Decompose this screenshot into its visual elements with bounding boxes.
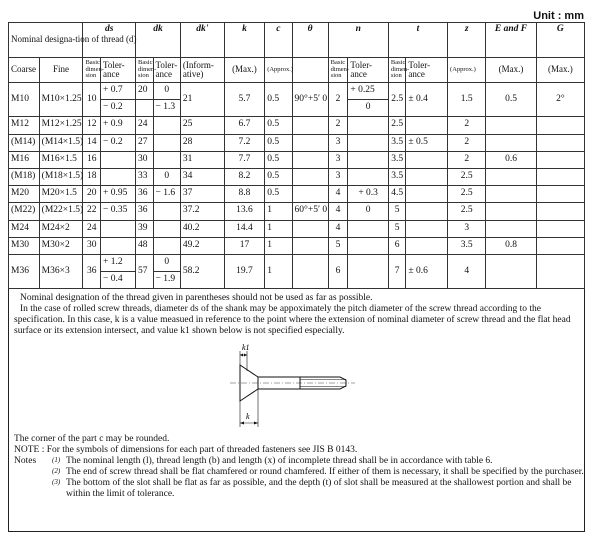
row-k: 7.2	[224, 134, 265, 151]
row-t-tolerance: ± 0.5	[406, 134, 448, 151]
row-t: 4.5	[388, 186, 406, 203]
row-g	[536, 134, 584, 151]
row-g	[536, 220, 584, 237]
row-dk: 33	[136, 168, 154, 185]
row-fine: (M22×1.5)	[39, 203, 83, 220]
row-k: 7.7	[224, 151, 265, 168]
screw-figure	[220, 343, 370, 433]
row-ds: 36	[83, 254, 101, 288]
row-n-tolerance	[348, 237, 389, 254]
footnote-1-text: The nominal length (l), thread length (b) and length (x) of incomplete thread shall be in accordance with table 6.	[66, 455, 493, 466]
row-dk-prime: 37.2	[180, 203, 224, 220]
row-fine: M30×2	[39, 237, 83, 254]
row-g	[536, 237, 584, 254]
row-z: 2	[448, 134, 486, 151]
row-dk-tolerance	[153, 117, 180, 134]
row-coarse: M20	[9, 186, 40, 203]
row-theta	[292, 254, 328, 288]
row-n-tolerance-lower: 0	[348, 100, 389, 117]
row-t-tolerance: ± 0.4	[406, 83, 448, 117]
row-z: 4	[448, 254, 486, 288]
row-ds: 12	[83, 117, 101, 134]
row-ds: 22	[83, 203, 101, 220]
row-n: 2	[328, 117, 348, 134]
footnote-3	[14, 478, 584, 500]
row-dk: 36	[136, 203, 154, 220]
row-coarse: M10	[9, 83, 40, 117]
row-dk-tolerance-lower: − 1.3	[153, 100, 180, 117]
row-e-and-f: 0.6	[486, 151, 536, 168]
row-k: 14.4	[224, 220, 265, 237]
row-n-tolerance	[348, 151, 389, 168]
header-ds-tolerance: Toler-ance	[100, 58, 135, 83]
header-dk-prime: dk'	[180, 23, 224, 58]
row-dk-tolerance-upper: 0	[153, 83, 180, 100]
row-dk-prime: 34	[180, 168, 224, 185]
row-e-and-f	[486, 186, 536, 203]
row-e-and-f	[486, 220, 536, 237]
row-ds-tolerance	[100, 220, 135, 237]
header-dk: dk	[136, 23, 181, 58]
header-n: n	[328, 23, 388, 58]
header-n-tolerance: Toler-ance	[348, 58, 389, 83]
row-dk-prime: 58.2	[180, 254, 224, 288]
row-c: 0.5	[265, 186, 292, 203]
row-ds-tolerance-lower: − 0.35	[100, 203, 135, 220]
row-n: 4	[328, 220, 348, 237]
row-theta	[292, 168, 328, 185]
row-z: 2.5	[448, 168, 486, 185]
row-dk-prime: 21	[180, 83, 224, 117]
row-dk: 39	[136, 220, 154, 237]
row-coarse: M12	[9, 117, 40, 134]
row-fine: (M18×1.5)	[39, 168, 83, 185]
row-dk-tolerance-upper: 0	[153, 254, 180, 271]
row-n: 6	[328, 254, 348, 288]
row-z: 2	[448, 151, 486, 168]
row-c: 1	[265, 237, 292, 254]
row-dk-tolerance	[153, 220, 180, 237]
row-theta	[292, 237, 328, 254]
row-c: 0.5	[265, 151, 292, 168]
row-t: 6	[388, 237, 406, 254]
row-theta	[292, 220, 328, 237]
row-g: 2°	[536, 83, 584, 117]
row-t-tolerance	[406, 220, 448, 237]
row-t: 5	[388, 203, 406, 220]
row-c: 0.5	[265, 168, 292, 185]
footnote-3-mark: (3)	[52, 477, 61, 486]
row-k: 5.7	[224, 83, 265, 117]
fig-label-k: k	[246, 412, 250, 421]
row-t-tolerance	[406, 237, 448, 254]
header-dk-prime-informative: (Inform-ative)	[180, 58, 224, 83]
header-z: z	[448, 23, 486, 58]
row-ds: 14	[83, 134, 101, 151]
unit-label: Unit : mm	[533, 10, 584, 22]
row-dk-prime: 40.2	[180, 220, 224, 237]
row-coarse: M24	[9, 220, 40, 237]
row-dk-prime: 49.2	[180, 237, 224, 254]
row-z: 3.5	[448, 237, 486, 254]
row-dk-blank	[136, 100, 154, 117]
note-symbols: NOTE : For the symbols of dimensions for each part of threaded fasteners see JIS B 0143.	[14, 444, 358, 455]
row-theta	[292, 151, 328, 168]
row-z: 2	[448, 117, 486, 134]
header-coarse: Coarse	[9, 58, 40, 83]
row-ds: 24	[83, 220, 101, 237]
row-ds-tolerance	[100, 151, 135, 168]
row-coarse: M36	[9, 254, 40, 288]
header-dk-tolerance: Toler-ance	[153, 58, 180, 83]
row-dk: 30	[136, 151, 154, 168]
header-t-basic: Basic dimen-sion	[388, 58, 406, 83]
row-dk: 48	[136, 237, 154, 254]
row-t-tolerance	[406, 186, 448, 203]
row-fine: M12×1.25	[39, 117, 83, 134]
row-fine: M24×2	[39, 220, 83, 237]
row-ds-tolerance-upper: + 1.2	[100, 254, 135, 271]
row-dk-tolerance	[153, 151, 180, 168]
table-notes	[14, 293, 580, 337]
footnote-3-text: The bottom of the slot shall be flat as far as possible, and the depth (t) of slot shall be measured at the shallowest portion and shall be within the limit of tolerance.	[66, 477, 572, 499]
row-dk-tolerance	[153, 134, 180, 151]
row-theta	[292, 117, 328, 134]
row-theta: 60°+5′ 0	[292, 203, 328, 220]
row-n-tolerance	[348, 254, 389, 288]
row-fine: (M14×1.5)	[39, 134, 83, 151]
row-ds-tolerance-lower: − 0.2	[100, 134, 135, 151]
row-ds: 20	[83, 186, 101, 203]
header-nominal: Nominal designa-tion of thread (d)	[9, 23, 83, 58]
row-fine: M20×1.5	[39, 186, 83, 203]
header-g: G	[536, 23, 584, 58]
row-k: 13.6	[224, 203, 265, 220]
row-t-tolerance: ± 0.6	[406, 254, 448, 288]
row-e-and-f	[486, 203, 536, 220]
row-t: 5	[388, 220, 406, 237]
row-n-tolerance-upper: + 0.25	[348, 83, 389, 100]
header-ef-max: (Max.)	[486, 58, 536, 83]
row-k: 8.8	[224, 186, 265, 203]
row-coarse: M30	[9, 237, 40, 254]
header-k: k	[224, 23, 265, 58]
note-rolled-threads: In the case of rolled screw threads, diameter ds of the shank may be appoximately the pitch diameter of the screw thread according to the specification. In this case, k is a value measued in reference to the point where the extension of nominal diameter of screw thread and the flat head surface or its extension intersect, and value k1 shown below is not specified especially.	[14, 303, 571, 336]
row-c: 1	[265, 203, 292, 220]
row-e-and-f	[486, 254, 536, 288]
row-coarse: (M22)	[9, 203, 40, 220]
header-z-approx: (Approx.)	[448, 58, 486, 83]
row-dk-tolerance	[153, 237, 180, 254]
note-parentheses: Nominal designation of the thread given in parentheses should not be used as far as possible.	[20, 293, 373, 303]
row-t: 3.5	[388, 134, 406, 151]
row-dk-prime: 37	[180, 186, 224, 203]
row-t-tolerance	[406, 168, 448, 185]
footnote-1-mark: (1)	[52, 455, 61, 464]
row-fine: M10×1.25	[39, 83, 83, 117]
header-n-basic: Basic dimen-sion	[328, 58, 348, 83]
row-dk-prime: 25	[180, 117, 224, 134]
row-dk: 36	[136, 186, 154, 203]
row-n-tolerance-upper: + 0.3	[348, 186, 389, 203]
header-theta-sub	[292, 58, 328, 83]
header-ds: ds	[83, 23, 136, 58]
row-coarse: M16	[9, 151, 40, 168]
row-dk: 24	[136, 117, 154, 134]
row-e-and-f: 0.5	[486, 83, 536, 117]
header-theta: θ	[292, 23, 328, 58]
row-coarse: (M18)	[9, 168, 40, 185]
row-t-tolerance	[406, 151, 448, 168]
header-g-max: (Max.)	[536, 58, 584, 83]
row-c: 0.5	[265, 134, 292, 151]
row-ds: 18	[83, 168, 101, 185]
row-ds: 10	[83, 83, 101, 117]
row-c: 1	[265, 254, 292, 288]
row-k: 17	[224, 237, 265, 254]
row-k: 6.7	[224, 117, 265, 134]
row-dk-tolerance-upper: 0	[153, 168, 180, 185]
row-n-tolerance-lower: 0	[348, 203, 389, 220]
header-k-max: (Max.)	[224, 58, 265, 83]
row-g	[536, 186, 584, 203]
header-t: t	[388, 23, 447, 58]
header-c-approx: (Approx.)	[265, 58, 292, 83]
row-t: 3.5	[388, 151, 406, 168]
row-ds-tolerance-upper: + 0.95	[100, 186, 135, 203]
row-fine: M16×1.5	[39, 151, 83, 168]
row-k: 19.7	[224, 254, 265, 288]
row-n: 2	[328, 83, 348, 117]
row-dk: 20	[136, 83, 154, 100]
row-coarse: (M14)	[9, 134, 40, 151]
row-ds-tolerance	[100, 168, 135, 185]
row-n: 4	[328, 186, 348, 203]
footnote-1	[14, 456, 584, 467]
row-k: 8.2	[224, 168, 265, 185]
dimension-table	[8, 22, 585, 289]
footnote-2-text: The end of screw thread shall be flat chamfered or round chamfered. If either of them is necessary, it shall be specified by the purchaser.	[66, 466, 584, 477]
row-z: 1.5	[448, 83, 486, 117]
row-n: 3	[328, 134, 348, 151]
row-dk: 57	[136, 254, 154, 288]
row-n-tolerance	[348, 117, 389, 134]
row-ds: 16	[83, 151, 101, 168]
row-dk: 27	[136, 134, 154, 151]
row-n: 3	[328, 168, 348, 185]
header-c: c	[265, 23, 292, 58]
row-e-and-f	[486, 117, 536, 134]
row-dk-tolerance-lower: − 1.6	[153, 186, 180, 203]
row-e-and-f: 0.8	[486, 237, 536, 254]
row-n: 5	[328, 237, 348, 254]
row-t: 7	[388, 254, 406, 288]
footnote-2	[14, 467, 584, 478]
row-z: 3	[448, 220, 486, 237]
row-c: 1	[265, 220, 292, 237]
row-theta	[292, 186, 328, 203]
header-fine: Fine	[39, 58, 83, 83]
row-dk-tolerance	[153, 203, 180, 220]
row-ds-tolerance-upper: + 0.9	[100, 117, 135, 134]
row-t-tolerance	[406, 117, 448, 134]
row-e-and-f	[486, 168, 536, 185]
row-dk-prime: 28	[180, 134, 224, 151]
note-corner: The corner of the part c may be rounded.	[14, 434, 170, 444]
row-t: 2.5	[388, 83, 406, 117]
header-e-and-f: E and F	[486, 23, 536, 58]
row-ds-tolerance-lower: − 0.2	[100, 100, 135, 117]
footnotes	[14, 434, 584, 500]
row-z: 2.5	[448, 203, 486, 220]
row-g	[536, 168, 584, 185]
row-ds: 30	[83, 237, 101, 254]
row-n-tolerance	[348, 134, 389, 151]
row-c: 0.5	[265, 117, 292, 134]
row-theta	[292, 134, 328, 151]
row-t: 2.5	[388, 117, 406, 134]
footnote-2-mark: (2)	[52, 466, 61, 475]
row-ds-tolerance-upper: + 0.7	[100, 83, 135, 100]
header-dk-basic: Basic dimen-sion	[136, 58, 154, 83]
fig-label-k1: k1	[242, 343, 250, 352]
row-theta: 90°+5′ 0	[292, 83, 328, 117]
row-t-tolerance	[406, 203, 448, 220]
row-ds-tolerance-lower: − 0.4	[100, 272, 135, 289]
row-n-tolerance	[348, 168, 389, 185]
header-t-tolerance: Toler-ance	[406, 58, 448, 83]
row-ds-tolerance	[100, 237, 135, 254]
row-dk-prime: 31	[180, 151, 224, 168]
row-g	[536, 117, 584, 134]
row-c: 0.5	[265, 83, 292, 117]
header-ds-basic: Basic dimen-sion	[83, 58, 101, 83]
row-g	[536, 254, 584, 288]
row-n: 4	[328, 203, 348, 220]
row-n: 3	[328, 151, 348, 168]
row-dk-tolerance-lower: − 1.9	[153, 272, 180, 289]
row-n-tolerance	[348, 220, 389, 237]
row-fine: M36×3	[39, 254, 83, 288]
row-t: 3.5	[388, 168, 406, 185]
row-g	[536, 151, 584, 168]
row-e-and-f	[486, 134, 536, 151]
row-g	[536, 203, 584, 220]
notes-label: Notes	[14, 455, 37, 466]
row-z: 2.5	[448, 186, 486, 203]
